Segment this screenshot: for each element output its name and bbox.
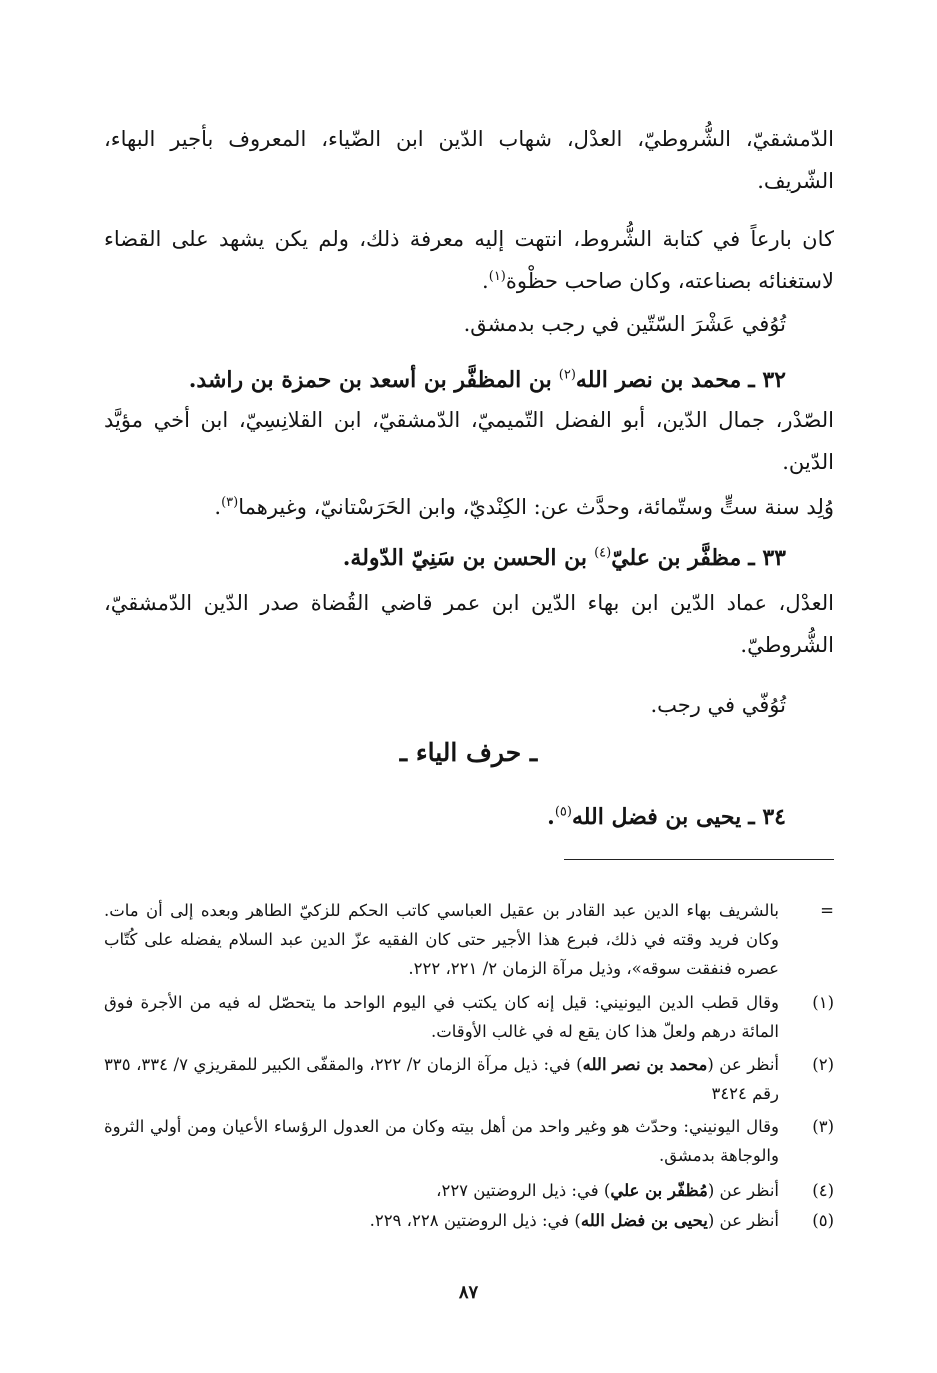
entry-name: يحيى بن فضل الله: [571, 804, 742, 830]
paragraph-entry31-description: الدّمشقيّ، الشُّروطيّ، العدْل، شهاب الدّين ابن الضّياء، المعروف بأجير البهاء، الشّريف.: [104, 127, 834, 193]
footnote-number: (٢): [812, 1055, 834, 1074]
paragraph-text: وُلِد سنة ستٍّ وستّمائة، وحدَّث عن: الكِنْديّ، وابن الحَرَسْتانيّ، وغيرهما: [238, 495, 834, 519]
entry-number: ٣٢ ـ: [748, 367, 786, 393]
footnote-prefix: أنظر عن (: [707, 1211, 779, 1230]
footnote-subject: يحيى بن فضل الله: [580, 1211, 708, 1230]
footnote-number: (٣): [812, 1117, 834, 1136]
entry-number: ٣٤ ـ: [748, 804, 786, 830]
footnote-text: [104, 1176, 779, 1205]
paragraph-entry32-description: الصّدْر، جمال الدّين، أبو الفضل التّميميّ، الدّمشقيّ، ابن القلانِسِيّ، ابن أخي مؤيَّد الدّين.: [104, 408, 834, 474]
footnote-ref-4[interactable]: (٤): [594, 545, 612, 561]
footnote-text: بالشريف بهاء الدين عبد القادر بن عقيل العباسي كاتب الحكم للزكيّ الطاهر وبعده إلى أن مات. وكان فريد وقته في ذلك، فبرع هذا الأجير حتى كان الفقيه عزّ الدين عبد السلام يفضله على كُتّاب عصره فنفقت سوقه»، وذيل مرآة الزمان ٢/ ٢٢١، ٢٢٢.: [104, 901, 779, 978]
footnote-1: [104, 988, 834, 1046]
section-heading-ya: ـ حرف الياء ـ: [399, 738, 538, 767]
entry-end: .: [547, 804, 555, 830]
footnote-prefix: أنظر عن (: [707, 1181, 779, 1200]
paragraph-entry31-death: [104, 303, 834, 345]
footnote-continuation-mark: =: [820, 901, 834, 920]
footnote-text: [104, 1050, 779, 1108]
footnote-2: [104, 1050, 834, 1108]
page-number: ٨٧: [458, 1282, 479, 1303]
paragraph-text: تُوُفي عَشْرَ السّتّين في رجب بدمشق.: [463, 312, 786, 336]
footnote-source: ) في: ذيل مرآة الزمان ٢/ ٢٢٢، والمقفّى الكبير للمقريزي ٧/ ٣٣٤، ٣٣٥ رقم ٣٤٢٤: [104, 1055, 779, 1103]
paragraph-end: .: [214, 495, 222, 519]
footnote-continuation: [104, 896, 834, 983]
footnote-number: (٤): [812, 1181, 834, 1200]
footnote-number: (٥): [812, 1211, 834, 1230]
footnote-separator: [564, 859, 834, 860]
footnote-number: (١): [812, 993, 834, 1012]
paragraph-end: .: [482, 269, 489, 293]
footnote-subject: مُظفّر بن علي: [610, 1181, 708, 1200]
paragraph-text: كان بارعاً في كتابة الشُّروط، انتهت إليه معرفة ذلك، ولم يكن يشهد على القضاء لاستغنائه بصناعته، وكان صاحب حظْوة: [104, 227, 834, 293]
footnote-ref-1[interactable]: (١): [488, 269, 506, 284]
footnote-5: [104, 1206, 834, 1235]
paragraph-entry32-birth: [104, 486, 834, 528]
footnote-ref-5[interactable]: (٥): [554, 804, 572, 820]
footnote-text: [104, 1206, 779, 1235]
footnote-source: ) في: ذيل الروضتين ٢٢٨، ٢٢٩.: [369, 1211, 581, 1230]
footnote-subject: محمد بن نصر الله: [582, 1055, 708, 1074]
entry-number: ٣٣ ـ: [748, 545, 786, 571]
footnote-text: وقال اليونيني: وحدّث هو وغير واحد من أهل بيته وكان من العدول الرؤساء الأعيان ومن أولي الثروة والوجاهة بدمشق.: [104, 1117, 779, 1165]
entry-name: محمد بن نصر الله: [575, 367, 742, 393]
footnote-3: [104, 1112, 834, 1170]
footnote-text: وقال قطب الدين اليونيني: قيل إنه كان يكتب في اليوم الواحد ما يتحصّل له فيه من الأجرة فوق المائة درهم ولعلّ هذا كان يقع له في غالب الأوقات.: [104, 993, 779, 1041]
paragraph-entry31-career: [104, 218, 834, 302]
entry-name: مظفَّر بن عليّ: [611, 545, 742, 571]
footnote-ref-2[interactable]: (٢): [558, 367, 576, 383]
paragraph-entry33-description: العدْل، عماد الدّين ابن بهاء الدّين ابن عمر قاضي القُضاة صدر الدّين الدّمشقيّ، الشُّروطيّ.: [104, 591, 834, 657]
entry-lineage: بن المظفَّر بن أسعد بن حمزة بن راشد.: [188, 367, 552, 393]
entry-33-heading: [104, 537, 834, 580]
entry-lineage: بن الحسن بن سَنِيّ الدّولة.: [342, 545, 588, 571]
footnote-prefix: أنظر عن (: [707, 1055, 780, 1074]
footnote-source: ) في: ذيل الروضتين ٢٢٧،: [436, 1181, 611, 1200]
footnote-4: [104, 1176, 834, 1205]
entry-32-heading: [104, 359, 834, 402]
entry-34-heading: [104, 796, 834, 839]
paragraph-entry33-death: [104, 684, 834, 726]
paragraph-text: تُوُفّي في رجب.: [650, 693, 786, 717]
footnote-ref-3[interactable]: (٣): [221, 495, 239, 510]
